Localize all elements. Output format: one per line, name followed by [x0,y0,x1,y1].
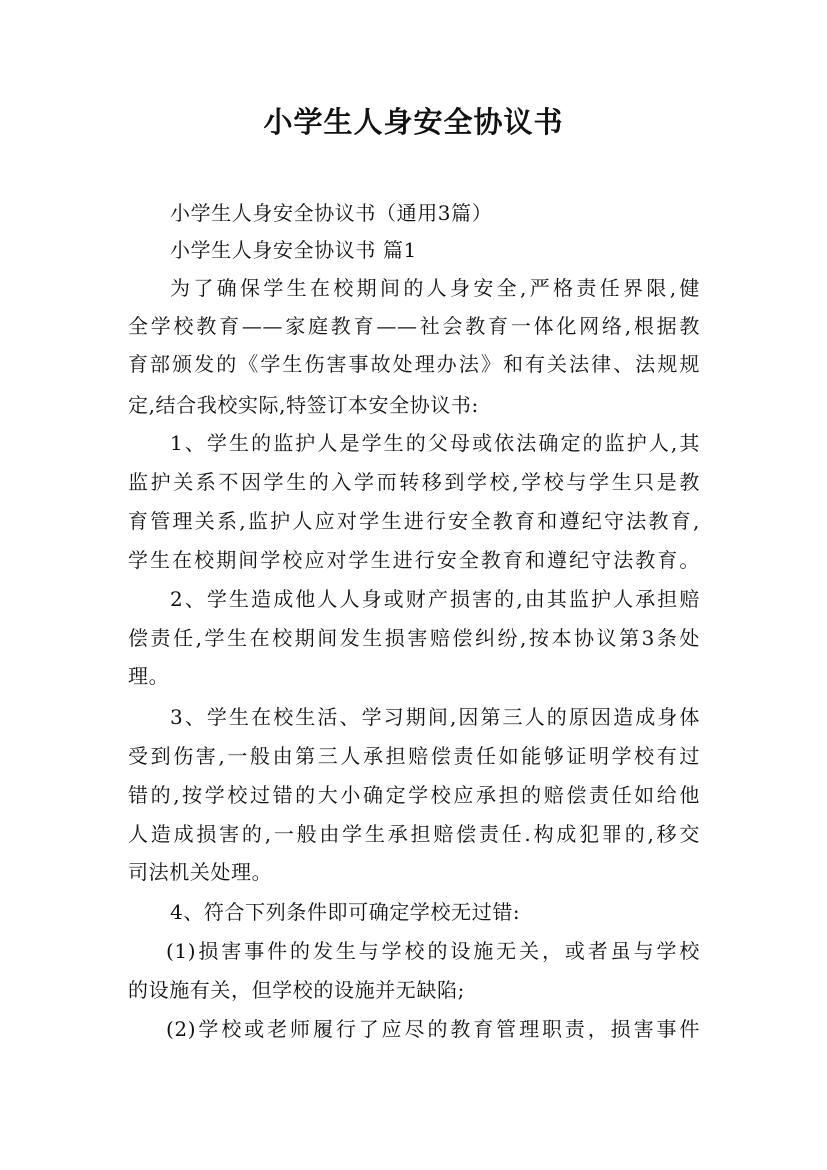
paragraph-line: 受到伤害,一般由第三人承担赔偿责任如能够证明学校有过 [128,744,700,768]
paragraph-line: 3、学生在校生活、学习期间,因第三人的原因造成身体 [170,705,700,729]
paragraph-line: 人造成损害的,一般由学生承担赔偿责任.构成犯罪的,移交 [128,822,700,846]
paragraph-line: 全学校教育——家庭教育——社会教育一体化网络,根据教 [128,314,700,338]
paragraph-line: 1、学生的监护人是学生的父母或依法确定的监护人,其 [170,431,700,455]
paragraph-line: 司法机关处理。 [128,860,273,884]
paragraph-line: 理。 [128,664,170,688]
document-title: 小学生人身安全协议书 [263,105,564,139]
paragraph-line: (1)损害事件的发生与学校的设施无关，或者虽与学校 [166,939,700,963]
paragraph-line: 监护关系不因学生的入学而转移到学校,学校与学生只是教 [128,470,700,494]
paragraph-line: 育部颁发的《学生伤害事故处理办法》和有关法律、法规规 [128,352,700,376]
paragraph-line: 2、学生造成他人人身或财产损害的,由其监护人承担赔 [170,587,700,611]
paragraph-line: 育管理关系,监护人应对学生进行安全教育和遵纪守法教育, [128,509,700,533]
paragraph-line: 4、符合下列条件即可确定学校无过错: [170,900,521,924]
paragraph-line: (2)学校或老师履行了应尽的教育管理职责，损害事件 [166,1017,700,1041]
paragraph-line: 偿责任,学生在校期间发生损害赔偿纠纷,按本协议第3条处 [128,626,700,650]
subtitle-line: 小学生人身安全协议书（通用3篇） [170,201,493,225]
section-heading: 小学生人身安全协议书 篇1 [170,238,417,262]
paragraph-line: 学生在校期间学校应对学生进行安全教育和遵纪守法教育。 [128,548,700,572]
paragraph-line: 为了确保学生在校期间的人身安全,严格责任界限,健 [170,276,700,300]
paragraph-line: 定,结合我校实际,特签订本安全协议书: [128,393,479,417]
paragraph-line: 的设施有关，但学校的设施并无缺陷; [128,978,465,1002]
paragraph-line: 错的,按学校过错的大小确定学校应承担的赔偿责任如给他 [128,783,700,807]
